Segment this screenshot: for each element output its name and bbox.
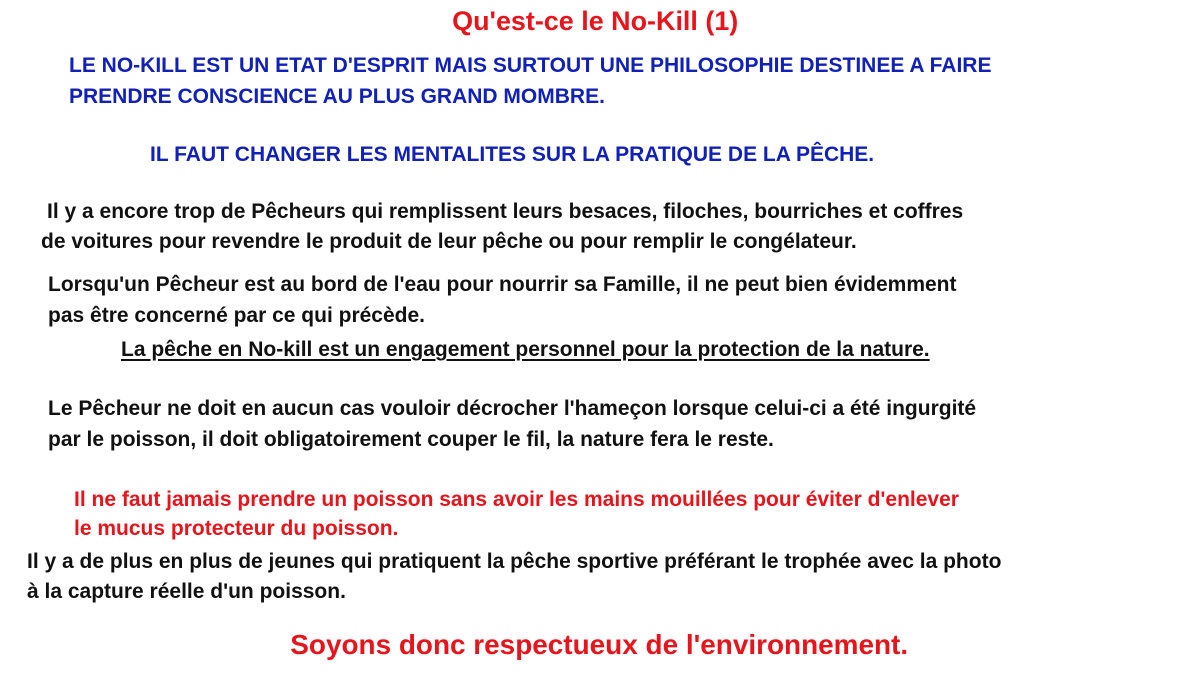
paragraph-1-line-1: Il y a encore trop de Pêcheurs qui remplissent leurs besaces, filoches, bourriches et coffres <box>47 200 964 223</box>
page-title-text: Qu'est-ce le No-Kill (1) <box>452 6 739 36</box>
engagement-statement: La pêche en No-kill est un engagement personnel pour la protection de la nature. <box>121 338 930 361</box>
intro-line-2: PRENDRE CONSCIENCE AU PLUS GRAND MOMBRE. <box>69 85 605 108</box>
paragraph-2-line-2: pas être concerné par ce qui précède. <box>48 304 425 327</box>
warning-line-1: Il ne faut jamais prendre un poisson sans avoir les mains mouillées pour éviter d'enlever <box>74 488 959 511</box>
warning-line-2: le mucus protecteur du poisson. <box>74 517 399 540</box>
paragraph-1-line-2: de voitures pour revendre le produit de leur pêche ou pour remplir le congélateur. <box>41 230 857 253</box>
closing-statement-text: Soyons donc respectueux de l'environnement. <box>290 629 909 660</box>
paragraph-4-line-1: Il y a de plus en plus de jeunes qui pratiquent la pêche sportive préférant le trophée avec la photo <box>27 550 1002 573</box>
page-title <box>0 8 1196 35</box>
paragraph-3-line-1: Le Pêcheur ne doit en aucun cas vouloir décrocher l'hameçon lorsque celui-ci a été ingurgité <box>48 397 977 420</box>
closing-statement <box>0 631 1196 659</box>
paragraph-3-line-2: par le poisson, il doit obligatoirement couper le fil, la nature fera le reste. <box>48 428 774 451</box>
paragraph-2-line-1: Lorsqu'un Pêcheur est au bord de l'eau pour nourrir sa Famille, il ne peut bien évidemment <box>48 273 957 296</box>
intro-line-1: LE NO-KILL EST UN ETAT D'ESPRIT MAIS SURTOUT UNE PHILOSOPHIE DESTINEE A FAIRE <box>69 54 992 77</box>
paragraph-4-line-2: à la capture réelle d'un poisson. <box>27 580 346 603</box>
mentalites-heading: IL FAUT CHANGER LES MENTALITES SUR LA PRATIQUE DE LA PÊCHE. <box>150 143 875 166</box>
